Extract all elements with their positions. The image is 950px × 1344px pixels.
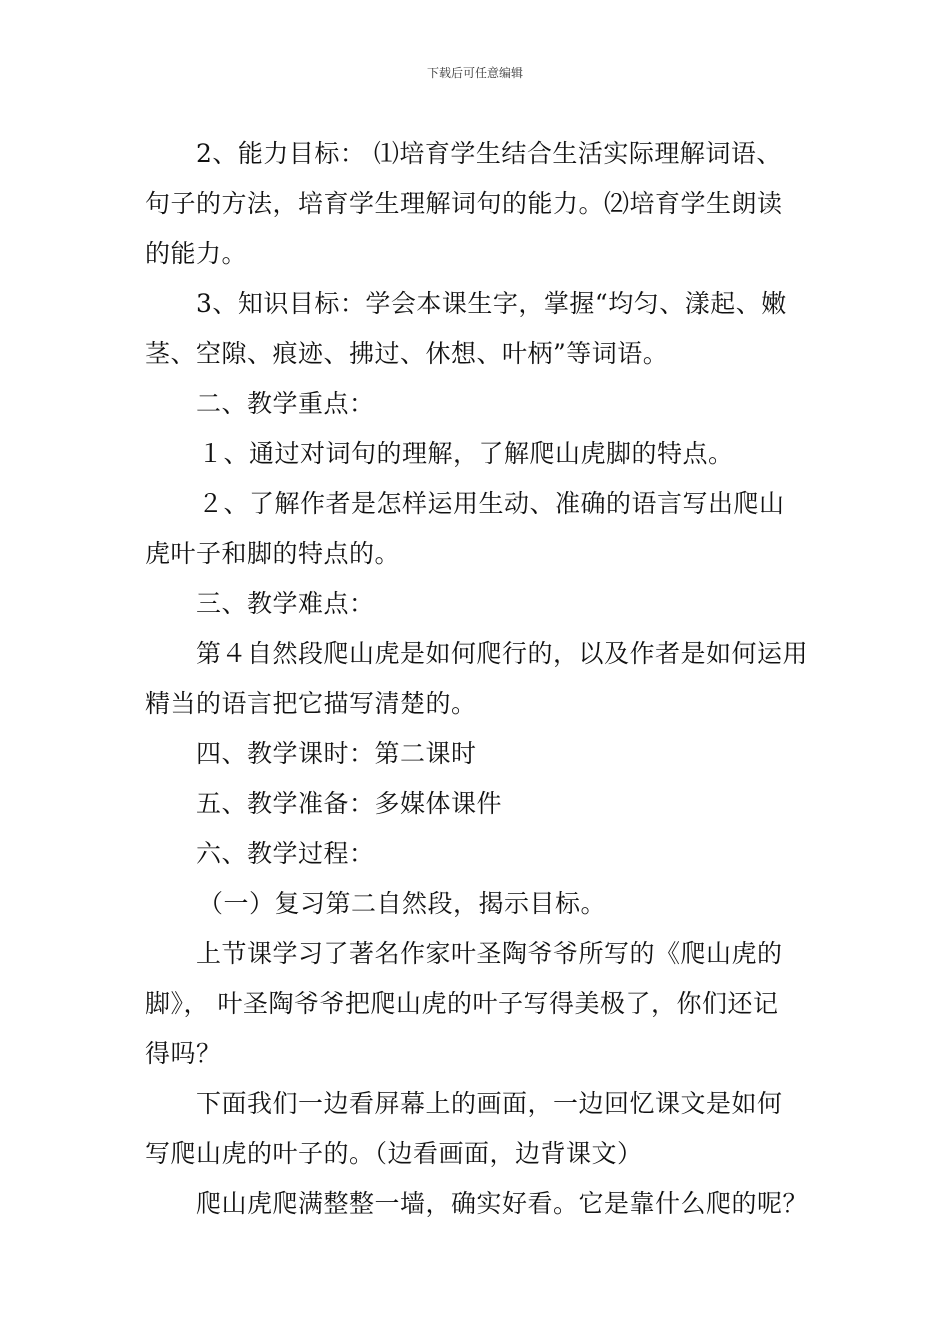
paragraph-line: 第４自然段爬山虎是如何爬行的，以及作者是如何运用 (196, 639, 809, 668)
paragraph-line: 得吗？ (145, 1039, 222, 1068)
paragraph-line: 的能力。 (145, 239, 248, 268)
paragraph-line: 茎、空隙、痕迹、拂过、休想、叶柄”等词语。 (145, 339, 669, 368)
paragraph-line: 爬山虎爬满整整一墙，确实好看。它是靠什么爬的呢？ (196, 1189, 809, 1218)
paragraph-line: 3、知识目标：学会本课生字，掌握“均匀、漾起、嫩 (196, 289, 787, 318)
paragraph-line: １、通过对词句的理解，了解爬山虎脚的特点。 (198, 439, 734, 468)
section-heading: 六、教学过程： (196, 839, 375, 868)
header-watermark: 下载后可任意编辑 (426, 66, 523, 80)
section-heading: 四、教学课时：第二课时 (196, 739, 477, 768)
paragraph-line: 写爬山虎的叶子的。（边看画面，边背课文） (145, 1139, 643, 1168)
paragraph-line: ２、了解作者是怎样运用生动、准确的语言写出爬山 (198, 489, 785, 518)
subsection-heading: （一）复习第二自然段，揭示目标。 (198, 889, 607, 918)
paragraph-line: 句子的方法，培育学生理解词句的能力。⑵培育学生朗读 (145, 189, 783, 218)
paragraph-line: 2、能力目标： ⑴培育学生结合生活实际理解词语、 (196, 139, 782, 168)
paragraph-line: 下面我们一边看屏幕上的画面，一边回忆课文是如何 (196, 1089, 783, 1118)
section-heading: 二、教学重点： (196, 389, 375, 418)
section-heading: 五、教学准备：多媒体课件 (196, 789, 503, 818)
paragraph-line: 精当的语言把它描写清楚的。 (145, 689, 477, 718)
paragraph-line: 虎叶子和脚的特点的。 (145, 539, 401, 568)
section-heading: 三、教学难点： (196, 589, 375, 618)
paragraph-line: 上节课学习了著名作家叶圣陶爷爷所写的《爬山虎的 (196, 939, 783, 968)
paragraph-line: 脚》， 叶圣陶爷爷把爬山虎的叶子写得美极了，你们还记 (145, 989, 779, 1018)
